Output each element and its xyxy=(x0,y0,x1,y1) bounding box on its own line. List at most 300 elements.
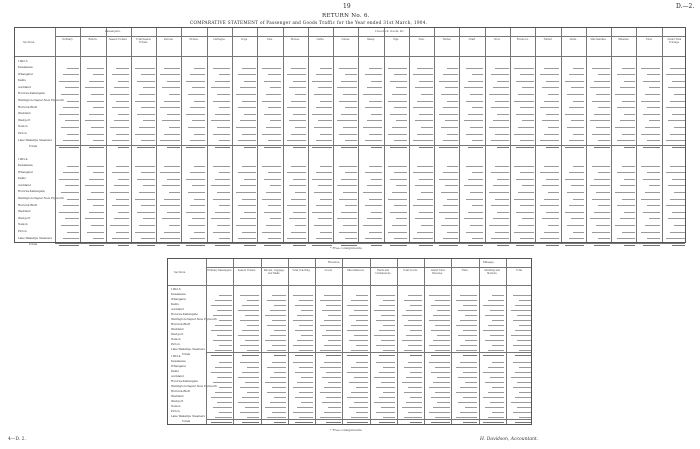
table-cell xyxy=(489,94,508,95)
table-cell xyxy=(456,300,477,301)
table-cell xyxy=(519,392,531,393)
table-cell xyxy=(518,94,533,95)
table-cell xyxy=(483,372,504,373)
table-cell xyxy=(513,362,532,363)
table-row xyxy=(206,309,531,312)
table-cell xyxy=(65,120,78,121)
sections-header: Sections. xyxy=(174,271,187,274)
table-cell xyxy=(297,382,314,383)
table-cell xyxy=(488,417,505,418)
table-cell xyxy=(192,87,205,88)
table-cell xyxy=(351,367,368,368)
table-cell xyxy=(647,172,660,173)
table-cell xyxy=(371,114,382,115)
table-cell xyxy=(485,407,504,408)
table-cell xyxy=(347,372,368,373)
table-cell xyxy=(112,172,129,173)
table-cell xyxy=(272,345,286,346)
table-cell xyxy=(349,315,368,316)
table-cell xyxy=(351,300,368,301)
column-divider xyxy=(206,259,207,424)
table-cell xyxy=(215,392,232,393)
table-cell xyxy=(410,355,422,356)
table-cell xyxy=(520,205,533,206)
table-cell xyxy=(326,422,340,423)
table-cell xyxy=(674,127,685,128)
table-cell xyxy=(320,199,331,200)
table-row xyxy=(55,165,685,168)
table-cell xyxy=(441,127,458,128)
table-cell xyxy=(443,238,458,239)
table-cell xyxy=(61,192,78,193)
table-row xyxy=(206,354,531,357)
table-cell xyxy=(219,172,230,173)
table-cell xyxy=(598,107,609,108)
table-cell xyxy=(266,94,281,95)
table-cell xyxy=(408,387,422,388)
table-cell xyxy=(374,377,395,378)
table-cell xyxy=(522,218,533,219)
table-cell xyxy=(439,81,458,82)
table-cell xyxy=(343,94,356,95)
table-cell xyxy=(194,68,205,69)
table-cell xyxy=(520,74,533,75)
table-cell xyxy=(65,218,78,219)
table-cell xyxy=(268,172,281,173)
table-cell xyxy=(493,87,508,88)
table-cell xyxy=(164,232,179,233)
table-cell xyxy=(299,325,313,326)
table-cell xyxy=(381,382,395,383)
table-cell xyxy=(240,218,255,219)
table-cell xyxy=(431,330,450,331)
table-cell xyxy=(415,87,432,88)
table-cell xyxy=(520,140,533,141)
table-cell xyxy=(417,134,432,135)
table-cell xyxy=(219,320,231,321)
table-cell xyxy=(367,185,382,186)
table-cell xyxy=(670,199,685,200)
table-cell xyxy=(238,238,255,239)
table-cell xyxy=(93,74,104,75)
table-cell xyxy=(188,127,205,128)
table-cell xyxy=(472,140,483,141)
table-cell xyxy=(339,199,356,200)
passenger-goods-traffic-table xyxy=(14,27,686,247)
table-cell xyxy=(515,422,532,423)
table-cell xyxy=(324,320,341,321)
table-cell xyxy=(404,392,423,393)
table-cell xyxy=(590,218,609,219)
table-cell xyxy=(242,305,259,306)
table-cell xyxy=(371,212,382,213)
table-cell xyxy=(388,68,407,69)
column-header: Timber. xyxy=(543,38,553,41)
table-cell xyxy=(369,199,382,200)
table-cell xyxy=(565,114,584,115)
table-cell xyxy=(540,238,559,239)
table-cell xyxy=(354,402,368,403)
table-cell xyxy=(466,166,483,167)
section-label: Whangarei xyxy=(171,297,186,301)
table-cell xyxy=(328,407,340,408)
table-cell xyxy=(408,320,422,321)
table-cell xyxy=(408,345,422,346)
table-cell xyxy=(620,87,635,88)
table-cell xyxy=(413,74,432,75)
table-cell xyxy=(167,147,180,148)
table-cell xyxy=(670,101,685,102)
table-cell xyxy=(110,94,129,95)
table-cell xyxy=(215,245,230,246)
table-cell xyxy=(573,232,584,233)
table-cell xyxy=(59,114,78,115)
table-cell xyxy=(435,300,449,301)
table-cell xyxy=(238,107,255,108)
table-cell xyxy=(143,87,154,88)
table-cell xyxy=(356,320,368,321)
table-cell xyxy=(295,305,314,306)
table-cell xyxy=(67,68,78,69)
table-cell xyxy=(215,300,232,301)
table-cell xyxy=(485,382,504,383)
table-cell xyxy=(622,134,635,135)
table-cell xyxy=(573,166,584,167)
table-cell xyxy=(219,362,231,363)
table-cell xyxy=(672,81,685,82)
table-cell xyxy=(318,120,331,121)
table-cell xyxy=(267,417,286,418)
table-cell xyxy=(571,185,584,186)
table-cell xyxy=(194,134,205,135)
table-cell xyxy=(236,127,255,128)
table-cell xyxy=(456,350,477,351)
table-cell xyxy=(164,166,179,167)
section-label: Hurunui-Bluff xyxy=(18,202,37,207)
column-divider xyxy=(561,28,562,242)
table-cell xyxy=(620,120,635,121)
table-cell xyxy=(347,305,368,306)
table-cell xyxy=(470,192,483,193)
table-cell xyxy=(349,340,368,341)
table-cell xyxy=(415,120,432,121)
table-cell xyxy=(167,114,180,115)
column-header: Train. xyxy=(461,269,469,272)
table-cell xyxy=(63,172,78,173)
table-cell xyxy=(293,81,306,82)
section-label: Lake Wakatipu Steamers xyxy=(171,414,205,418)
table-cell xyxy=(515,305,532,306)
column-divider xyxy=(384,28,385,242)
table-cell xyxy=(419,114,432,115)
table-cell xyxy=(491,107,508,108)
table-cell xyxy=(316,74,331,75)
table-cell xyxy=(326,355,340,356)
table-cell xyxy=(645,225,660,226)
table-cell xyxy=(85,185,104,186)
table-cell xyxy=(213,199,230,200)
table-cell xyxy=(135,101,154,102)
table-cell xyxy=(349,407,368,408)
table-cell xyxy=(622,101,635,102)
table-cell xyxy=(647,140,660,141)
table-cell xyxy=(666,107,685,108)
column-header: Grand Total Tonnage. xyxy=(667,38,682,45)
totals-rule xyxy=(55,145,685,146)
table-cell xyxy=(441,192,458,193)
table-cell xyxy=(345,238,356,239)
table-cell xyxy=(67,134,78,135)
table-row xyxy=(55,119,685,122)
table-cell xyxy=(63,74,78,75)
table-cell xyxy=(437,402,449,403)
table-cell xyxy=(492,412,504,413)
group-header-passengers: Passengers. xyxy=(105,30,121,33)
table-cell xyxy=(312,245,331,246)
table-row xyxy=(206,319,531,322)
table-cell xyxy=(672,179,685,180)
column-divider xyxy=(459,28,460,242)
column-divider xyxy=(232,28,233,242)
return-title: RETURN No. 6. xyxy=(322,13,370,19)
table-cell xyxy=(139,192,154,193)
table-cell xyxy=(666,238,685,239)
table-cell xyxy=(542,120,559,121)
table-cell xyxy=(291,101,306,102)
table-row xyxy=(206,391,531,394)
table-cell xyxy=(242,199,255,200)
table-cell xyxy=(341,212,356,213)
table-cell xyxy=(293,362,314,363)
table-cell xyxy=(160,172,179,173)
table-cell xyxy=(194,199,205,200)
table-row xyxy=(206,381,531,384)
section-label: Hurunui-Bluff xyxy=(171,389,190,393)
table-cell xyxy=(268,205,281,206)
table-cell xyxy=(390,245,407,246)
table-cell xyxy=(617,205,634,206)
table-cell xyxy=(114,87,129,88)
table-cell xyxy=(404,417,423,418)
table-cell xyxy=(445,218,458,219)
table-cell xyxy=(421,127,432,128)
table-cell xyxy=(515,372,532,373)
table-cell xyxy=(468,179,483,180)
table-cell xyxy=(114,120,129,121)
table-cell xyxy=(485,315,504,316)
table-row xyxy=(55,211,685,214)
table-cell xyxy=(674,192,685,193)
table-cell xyxy=(410,305,422,306)
table-cell xyxy=(381,340,395,341)
table-cell xyxy=(492,320,504,321)
table-cell xyxy=(431,422,450,423)
table-cell xyxy=(215,350,232,351)
table-cell xyxy=(369,232,382,233)
table-row xyxy=(55,204,685,207)
table-cell xyxy=(641,232,660,233)
table-cell xyxy=(116,101,129,102)
table-cell xyxy=(87,199,104,200)
table-cell xyxy=(429,362,450,363)
table-cell xyxy=(371,245,382,246)
table-cell xyxy=(668,218,685,219)
table-cell xyxy=(515,330,532,331)
table-cell xyxy=(289,185,306,186)
table-cell xyxy=(162,87,179,88)
column-header: Minerals. xyxy=(618,38,630,41)
table-cell xyxy=(274,422,286,423)
table-row xyxy=(206,314,531,317)
section-label: Whangarei xyxy=(18,169,33,174)
table-cell xyxy=(435,417,449,418)
table-cell xyxy=(567,94,584,95)
table-cell xyxy=(293,147,306,148)
table-cell xyxy=(392,94,407,95)
table-cell xyxy=(354,377,368,378)
table-cell xyxy=(546,114,559,115)
table-cell xyxy=(264,212,281,213)
column-divider xyxy=(506,259,507,424)
table-cell xyxy=(519,417,531,418)
table-cell xyxy=(490,402,504,403)
table-cell xyxy=(265,407,286,408)
table-cell xyxy=(287,205,306,206)
section-label: Kaihu xyxy=(171,369,179,373)
table-cell xyxy=(67,101,78,102)
table-cell xyxy=(447,68,458,69)
table-cell xyxy=(244,212,255,213)
table-cell xyxy=(447,232,458,233)
table-cell xyxy=(419,81,432,82)
table-cell xyxy=(351,417,368,418)
table-cell xyxy=(137,245,154,246)
table-cell xyxy=(217,225,230,226)
table-cell xyxy=(546,147,559,148)
table-cell xyxy=(347,422,368,423)
table-cell xyxy=(376,345,395,346)
table-cell xyxy=(519,350,531,351)
table-cell xyxy=(573,68,584,69)
table-cell xyxy=(242,134,255,135)
table-cell xyxy=(668,120,685,121)
page-reference: D.—2. xyxy=(676,3,695,10)
section-label: Hurunui-Bluff xyxy=(171,322,190,326)
table-cell xyxy=(490,377,504,378)
table-cell xyxy=(363,192,382,193)
table-cell xyxy=(164,101,179,102)
table-cell xyxy=(272,412,286,413)
table-cell xyxy=(520,107,533,108)
table-cell xyxy=(468,147,483,148)
table-cell xyxy=(402,315,423,316)
section-label: Auckland xyxy=(171,307,184,311)
table-cell xyxy=(291,166,306,167)
table-cell xyxy=(274,355,286,356)
table-cell xyxy=(322,377,341,378)
table-cell xyxy=(190,140,205,141)
section-label: Wellington-Napier-New Plymouth xyxy=(18,98,64,102)
table-cell xyxy=(429,295,450,296)
column-header: Ordinary Passengers. xyxy=(207,269,233,272)
table-cell xyxy=(238,335,259,336)
table-cell xyxy=(217,310,231,311)
table-cell xyxy=(265,340,286,341)
table-cell xyxy=(402,382,423,383)
table-cell xyxy=(289,218,306,219)
table-cell xyxy=(316,238,331,239)
table-cell xyxy=(116,134,129,135)
section-label: Kawakawa xyxy=(18,163,33,167)
table-cell xyxy=(388,199,407,200)
table-cell xyxy=(118,147,129,148)
table-cell xyxy=(270,185,281,186)
table-cell xyxy=(345,107,356,108)
table-cell xyxy=(369,166,382,167)
table-cell xyxy=(394,205,407,206)
table-cell xyxy=(488,325,505,326)
table-cell xyxy=(137,114,154,115)
table-cell xyxy=(497,114,508,115)
table-cell xyxy=(492,345,504,346)
table-cell xyxy=(135,166,154,167)
table-cell xyxy=(447,199,458,200)
table-cell xyxy=(447,134,458,135)
table-cell xyxy=(468,114,483,115)
table-cell xyxy=(443,107,458,108)
table-cell xyxy=(383,325,395,326)
table-cell xyxy=(594,179,609,180)
table-cell xyxy=(240,345,259,346)
table-cell xyxy=(489,192,508,193)
table-cell xyxy=(192,120,205,121)
table-cell xyxy=(139,225,154,226)
table-cell xyxy=(516,212,533,213)
table-cell xyxy=(643,81,660,82)
table-cell xyxy=(213,340,232,341)
table-cell xyxy=(65,185,78,186)
table-cell xyxy=(565,245,584,246)
column-divider xyxy=(409,28,410,242)
table-cell xyxy=(61,225,78,226)
table-cell xyxy=(548,192,559,193)
table-cell xyxy=(495,232,508,233)
section-label: Rotorua-Kaitangata xyxy=(18,189,45,194)
table-cell xyxy=(592,199,609,200)
table-cell xyxy=(620,185,635,186)
table-cell xyxy=(211,330,232,331)
table-cell xyxy=(516,81,533,82)
table-cell xyxy=(468,245,483,246)
table-cell xyxy=(371,81,382,82)
table-cell xyxy=(571,87,584,88)
table-cell xyxy=(365,172,382,173)
table-cell xyxy=(592,68,609,69)
table-cell xyxy=(337,120,356,121)
table-row xyxy=(206,366,531,369)
totals-rule xyxy=(55,243,685,244)
table-cell xyxy=(167,245,180,246)
table-cell xyxy=(295,94,306,95)
table-cell xyxy=(320,367,341,368)
column-header: Rents and Commissions. xyxy=(375,269,392,276)
table-cell xyxy=(460,295,477,296)
section-label: Picton xyxy=(171,342,180,346)
table-cell xyxy=(190,172,205,173)
table-cell xyxy=(141,238,154,239)
table-cell xyxy=(337,87,356,88)
year-label-1902-3: 1902-3. xyxy=(171,287,182,291)
